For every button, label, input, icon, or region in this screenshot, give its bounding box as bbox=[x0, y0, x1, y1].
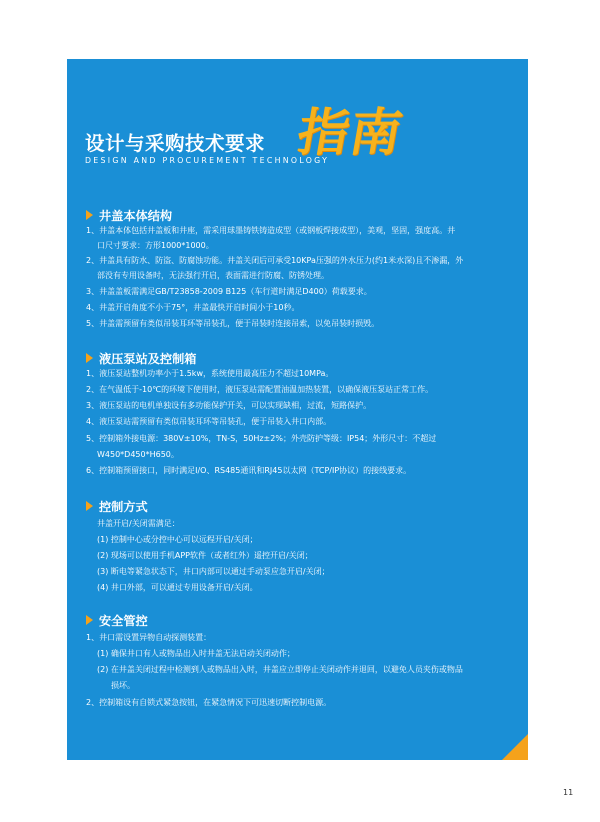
body-line: 3、井盖盖板需满足GB/T23858-2009 B125（车行道时满足D400）荷载要求。 bbox=[86, 287, 372, 296]
body-line: 损坏。 bbox=[111, 681, 135, 690]
body-line: 3、液压泵站的电机单独设有多功能保护开关，可以实现缺相，过流，短路保护。 bbox=[86, 401, 372, 410]
body-line: 4、液压泵站需预留有类似吊装耳环等吊装孔，便于吊装入井口内部。 bbox=[86, 417, 332, 426]
body-line: 5、井盖需预留有类似吊装耳环等吊装孔，便于吊装时连接吊索，以免吊装时损毁。 bbox=[86, 319, 380, 328]
body-line: 1、液压泵站整机功率小于1.5kw，系统使用最高压力不超过10MPa。 bbox=[86, 369, 334, 378]
body-line: 5、控制箱外接电源：380V±10%，TN-S，50Hz±2%；外壳防护等级：IP54；外形尺寸：不超过 bbox=[86, 434, 437, 443]
body-line: (1) 确保井口有人或物品出入时井盖无法启动关闭动作； bbox=[97, 649, 295, 658]
corner-accent bbox=[502, 734, 528, 760]
body-line: (2) 现场可以使用手机APP软件（或者红外）遥控开启/关闭； bbox=[97, 551, 313, 560]
section-header bbox=[86, 207, 172, 223]
body-line: 2、在气温低于-10℃的环境下使用时，液压泵站需配置油温加热装置，以确保液压泵站正常工作。 bbox=[86, 385, 434, 394]
body-line: 口尺寸要求：方形1000*1000。 bbox=[97, 241, 214, 250]
triangle-bullet-icon bbox=[86, 210, 93, 220]
body-line: (3) 断电等紧急状态下，井口内部可以通过手动泵应急开启/关闭； bbox=[97, 567, 330, 576]
section-header bbox=[86, 350, 197, 366]
section-header bbox=[86, 498, 148, 514]
section-header bbox=[86, 612, 148, 628]
body-line: 6、控制箱预留接口，同时满足I/O、RS485通讯和RJ45以太网（TCP/IP协议）的接线要求。 bbox=[86, 466, 412, 475]
body-line: 部没有专用设备时，无法强行开启，表面需进行防腐、防锈处理。 bbox=[97, 271, 329, 280]
body-line: 4、井盖开启角度不小于75°，井盖最快开启时间小于10秒。 bbox=[86, 303, 300, 312]
body-line: (4) 井口外部，可以通过专用设备开启/关闭。 bbox=[97, 583, 258, 592]
section-title: 井盖本体结构 bbox=[99, 208, 173, 223]
triangle-bullet-icon bbox=[86, 615, 93, 625]
body-line: 2、控制箱设有自锁式紧急按钮，在紧急情况下可迅速切断控制电源。 bbox=[86, 698, 332, 707]
body-line: (1) 控制中心或分控中心可以远程开启/关闭； bbox=[97, 535, 258, 544]
page-subtitle: DESIGN AND PROCUREMENT TECHNOLOGY bbox=[85, 156, 330, 165]
body-line: (2) 在井盖关闭过程中检测到人或物品出入时，井盖应立即停止关闭动作并退回，以避免人员夹伤或物品 bbox=[97, 665, 463, 674]
body-line: 2、井盖具有防水、防盗、防腐蚀功能。井盖关闭后可承受10KPa压强的外水压力(约1米水深)且不渗漏，外 bbox=[86, 256, 464, 265]
body-line: 井盖开启/关闭需满足： bbox=[97, 519, 180, 528]
content-panel bbox=[67, 59, 528, 760]
triangle-bullet-icon bbox=[86, 501, 93, 511]
brush-calligraphy: 指南 bbox=[292, 103, 408, 163]
page-number: 11 bbox=[563, 788, 574, 797]
section-title: 液压泵站及控制箱 bbox=[99, 351, 197, 366]
section-title: 控制方式 bbox=[99, 499, 148, 514]
body-line: 1、井口需设置异物自动探测装置： bbox=[86, 633, 212, 642]
triangle-bullet-icon bbox=[86, 353, 93, 363]
body-line: W450*D450*H650。 bbox=[97, 450, 179, 459]
body-line: 1、井盖本体包括井盖板和井座，需采用球墨铸铁铸造成型（或钢板焊接成型），美观，坚固，强度高。井 bbox=[86, 226, 456, 235]
section-title: 安全管控 bbox=[99, 613, 148, 628]
page-title: 设计与采购技术要求 bbox=[85, 132, 266, 155]
